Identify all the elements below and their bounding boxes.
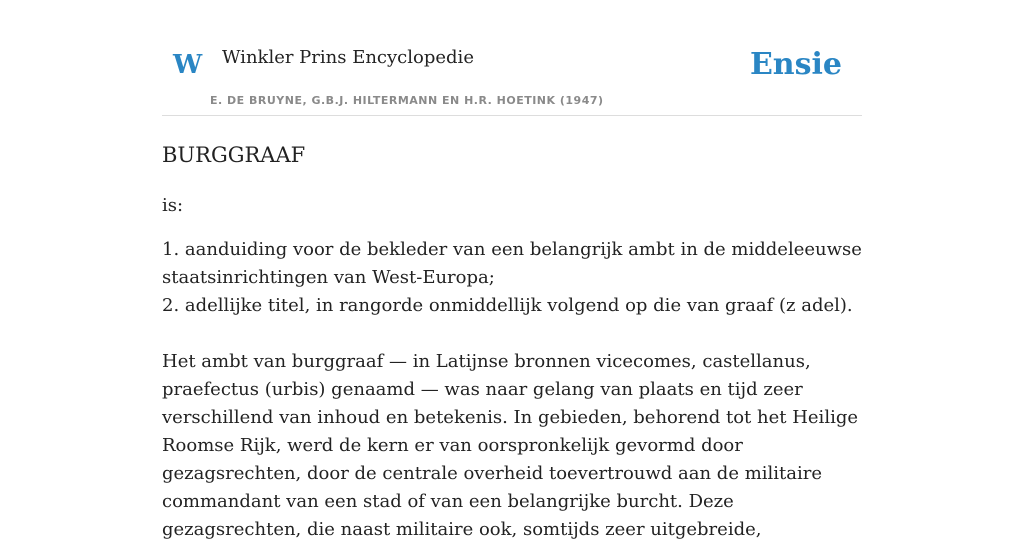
site-header [162, 0, 862, 116]
definition-item: 2. adellijke titel, in rangorde onmiddellijk volgend op die van graaf (z adel). [162, 295, 853, 317]
article-title: BURGGRAAF [162, 143, 306, 167]
site-title[interactable]: Winkler Prins Encyclopedie [222, 47, 474, 68]
ensie-logo[interactable]: Ensie [749, 47, 842, 82]
winkler-prins-logo[interactable]: W [173, 50, 203, 80]
definition-item: 1. aanduiding voor de bekleder van een belangrijk ambt in de middeleeuwse staatsinrichtingen van West-Europa; [162, 239, 862, 289]
authors-line: E. DE BRUYNE, G.B.J. HILTERMANN EN H.R. HOETINK (1947) [210, 94, 604, 107]
definitions-list [162, 236, 862, 320]
article-intro: is: [162, 195, 184, 217]
page [162, 0, 862, 544]
article [162, 143, 862, 544]
article-body: Het ambt van burggraaf — in Latijnse bronnen vicecomes, castellanus, praefectus (urbis) genaamd — was naar gelang van plaats en tijd zeer verschillend van inhoud en betekenis. In gebieden, behorend tot het Heilige Roomse Rijk, werd de kern er van oorspronkelijk gevormd door gezagsrechten, door de centrale overheid toevertrouwd aan de militaire commandant van een stad of van een belangrijke burcht. Deze gezagsrechten, die naast militaire ook, somtijds zeer uitgebreide, [162, 351, 859, 541]
